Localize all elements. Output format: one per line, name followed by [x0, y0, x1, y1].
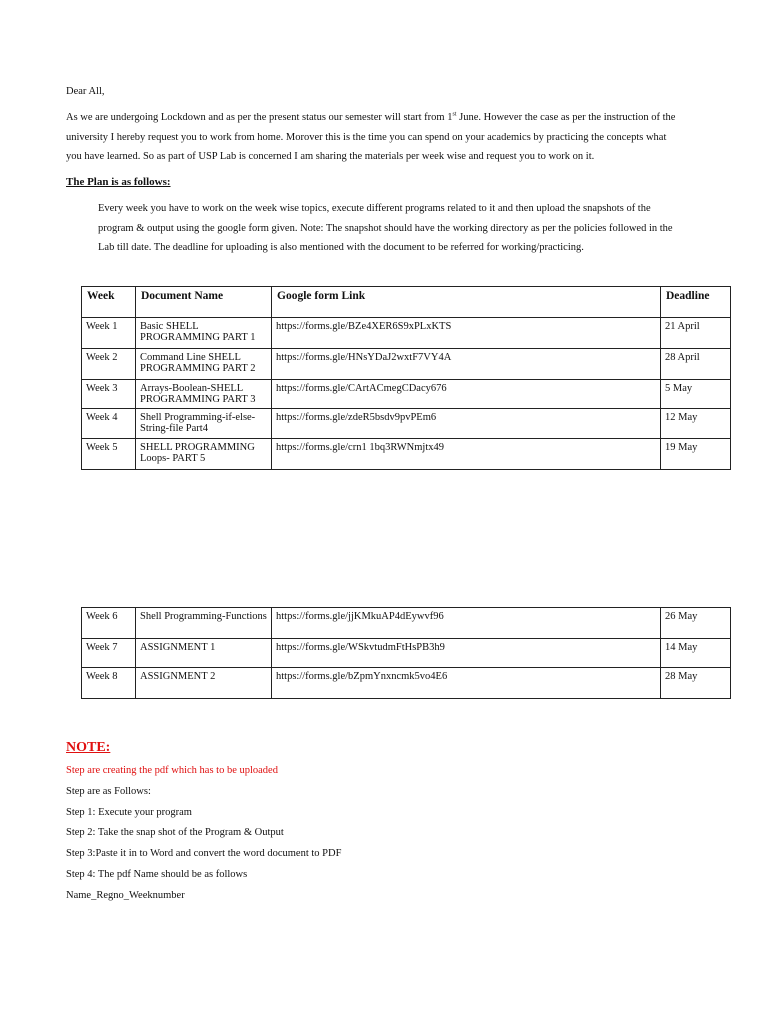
intro-paragraph: As we are undergoing Lockdown and as per the present status our semester will start from 1st June. However the case as per the instruction of the university I hereby request you to work from home. Morover this is the time you can spend on your academics by practicing the concepts what you have learned. So as part of USP Lab is concerned I am sharing the materials per week wise and request you to work on it.	[66, 111, 676, 162]
document-cell: Command Line SHELL PROGRAMMING PART 2	[136, 349, 272, 380]
week-cell: Week 8	[82, 668, 136, 699]
link-cell[interactable]: https://forms.gle/jjKMkuAP4dEywvf96	[272, 608, 661, 639]
document-cell: ASSIGNMENT 1	[136, 639, 272, 668]
steps-list	[66, 782, 341, 906]
week-cell: Week 6	[82, 608, 136, 639]
note-red-line: Step are creating the pdf which has to be uploaded	[66, 765, 278, 776]
week-cell: Week 5	[82, 439, 136, 470]
table-row	[82, 409, 731, 439]
link-cell[interactable]: https://forms.gle/BZe4XER6S9xPLxKTS	[272, 318, 661, 349]
link-cell[interactable]: https://forms.gle/WSkvtudmFtHsPB3h9	[272, 639, 661, 668]
link-cell[interactable]: https://forms.gle/zdeR5bsdv9pvPEm6	[272, 409, 661, 439]
deadline-cell: 28 May	[661, 668, 731, 699]
deadline-cell: 21 April	[661, 318, 731, 349]
schedule-table-continued	[81, 607, 731, 699]
link-cell[interactable]: https://forms.gle/bZpmYnxncmk5vo4E6	[272, 668, 661, 699]
document-cell: Shell Programming-if-else-String-file Part4	[136, 409, 272, 439]
plan-heading: The Plan is as follows:	[66, 176, 171, 188]
step-line: Step 4: The pdf Name should be as follows	[66, 868, 248, 880]
step-line: Step 1: Execute your program	[66, 806, 192, 818]
deadline-cell: 5 May	[661, 380, 731, 409]
header-document-name: Document Name	[136, 287, 272, 318]
document-cell: ASSIGNMENT 2	[136, 668, 272, 699]
table-row	[82, 639, 731, 668]
table-header-row	[82, 287, 731, 318]
week-cell: Week 1	[82, 318, 136, 349]
step-line: Step are as Follows:	[66, 786, 151, 797]
table-row	[82, 439, 731, 470]
document-cell: Shell Programming-Functions	[136, 608, 272, 639]
week-cell: Week 7	[82, 639, 136, 668]
document-cell: Arrays-Boolean-SHELL PROGRAMMING PART 3	[136, 380, 272, 409]
week-cell: Week 3	[82, 380, 136, 409]
deadline-cell: 12 May	[661, 409, 731, 439]
week-cell: Week 4	[82, 409, 136, 439]
plan-paragraph: Every week you have to work on the week wise topics, execute different programs related to it and then upload the snapshots of the program & output using the google form given. Note: The snapshot should have the working directory as per the policies followed in the Lab till date. The deadline for uploading is also mentioned with the document to be referred for working/practicing.	[98, 203, 673, 253]
deadline-cell: 14 May	[661, 639, 731, 668]
step-line: Step 3:Paste it in to Word and convert the word document to PDF	[66, 848, 342, 860]
salutation: Dear All,	[66, 86, 105, 97]
link-cell[interactable]: https://forms.gle/HNsYDaJ2wxtF7VY4A	[272, 349, 661, 380]
step-line: Step 2: Take the snap shot of the Program & Output	[66, 827, 284, 839]
table-row	[82, 349, 731, 380]
table-row	[82, 668, 731, 699]
table-row	[82, 608, 731, 639]
header-deadline: Deadline	[661, 287, 731, 318]
table-row	[82, 380, 731, 409]
document-cell: Basic SHELL PROGRAMMING PART 1	[136, 318, 272, 349]
header-week: Week	[82, 287, 136, 318]
link-cell[interactable]: https://forms.gle/crn1 1bq3RWNmjtx49	[272, 439, 661, 470]
week-cell: Week 2	[82, 349, 136, 380]
deadline-cell: 19 May	[661, 439, 731, 470]
link-cell[interactable]: https://forms.gle/CArtACmegCDacy676	[272, 380, 661, 409]
table-row	[82, 318, 731, 349]
header-google-form-link: Google form Link	[272, 287, 661, 318]
schedule-table	[81, 286, 731, 470]
step-line: Name_Regno_Weeknumber	[66, 889, 185, 901]
deadline-cell: 28 April	[661, 349, 731, 380]
deadline-cell: 26 May	[661, 608, 731, 639]
document-cell: SHELL PROGRAMMING Loops- PART 5	[136, 439, 272, 470]
note-title: NOTE:	[66, 740, 111, 755]
